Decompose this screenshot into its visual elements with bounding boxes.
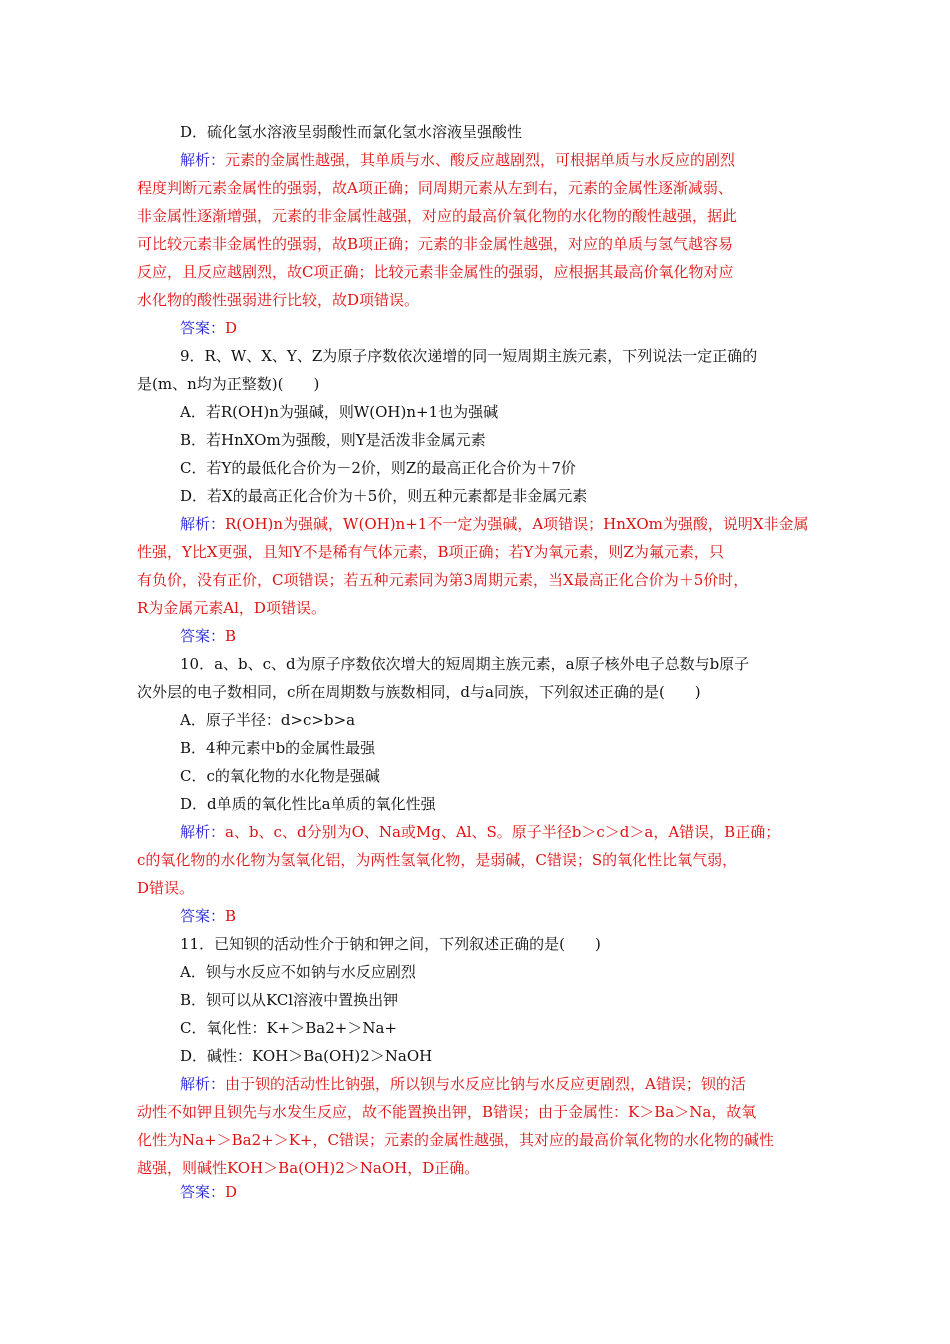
q8-analysis-line-6: 水化物的酸性强弱进行比较，故D项错误。 <box>137 291 420 309</box>
q9-stem-line-1: 9．R、W、X、Y、Z为原子序数依次递增的同一短周期主族元素，下列说法一定正确的 <box>180 347 758 365</box>
q9-answer: 答案：B <box>180 627 237 645</box>
q8-analysis-line-5: 反应，且反应越剧烈，故C项正确；比较元素非金属性的强弱，应根据其最高价氧化物对应 <box>137 263 734 281</box>
q9-stem-line-2: 是(m、n均为正整数)( ) <box>137 375 320 393</box>
q8-analysis-line-3: 非金属性逐渐增强，元素的非金属性越强，对应的最高价氧化物的水化物的酸性越强，据此 <box>137 207 738 225</box>
q8-analysis-line-2: 程度判断元素金属性的强弱，故A项正确；同周期元素从左到右，元素的金属性逐渐减弱、 <box>137 179 733 197</box>
q9-analysis-line-3: 有负价，没有正价，C项错误；若五种元素同为第3周期元素，当X最高正化合价为＋5价时， <box>137 571 749 589</box>
q9-analysis-line-1: 解析：R(OH)n为强碱，W(OH)n+1不一定为强碱，A项错误；HnXOm为强酸，说明X非金属 <box>180 515 809 533</box>
q11-stem-line-1: 11．已知钡的活动性介于钠和钾之间，下列叙述正确的是( ) <box>180 935 601 953</box>
q10-option-a: A．原子半径：d>c>b>a <box>180 711 356 729</box>
analysis-label: 解析： <box>180 823 226 841</box>
q10-stem-line-1: 10．a、b、c、d为原子序数依次增大的短周期主族元素，a原子核外电子总数与b原子 <box>180 655 750 673</box>
q10-stem-line-2: 次外层的电子数相同，c所在周期数与族数相同，d与a同族，下列叙述正确的是( ) <box>137 683 701 701</box>
analysis-label: 解析： <box>180 151 226 169</box>
q10-analysis-line-3: D错误。 <box>137 879 195 897</box>
q9-analysis-line-2: 性强，Y比X更强，且知Y不是稀有气体元素，B项正确；若Y为氧元素，则Z为氟元素，只 <box>137 543 724 561</box>
q10-answer: 答案：B <box>180 907 237 925</box>
q10-option-c: C．c的氧化物的水化物是强碱 <box>180 767 380 785</box>
q11-analysis-line-2: 动性不如钾且钡先与水发生反应，故不能置换出钾，B错误；由于金属性：K＞Ba＞Na，故氧 <box>137 1103 757 1121</box>
q9-analysis-line-4: R为金属元素Al，D项错误。 <box>137 599 326 617</box>
analysis-label: 解析： <box>180 1075 226 1093</box>
q11-option-b: B．钡可以从KCl溶液中置换出钾 <box>180 991 399 1009</box>
q10-analysis-line-1: 解析：a、b、c、d分别为O、Na或Mg、Al、S。原子半径b＞c＞d＞a，A错误，B正确； <box>180 823 781 841</box>
q8-analysis-line-4: 可比较元素非金属性的强弱，故B项正确；元素的非金属性越强，对应的单质与氢气越容易 <box>137 235 734 253</box>
q9-option-a: A．若R(OH)n为强碱，则W(OH)n+1也为强碱 <box>180 403 499 421</box>
q10-analysis-line-2: c的氧化物的水化物为氢氧化铝，为两性氢氧化物，是弱碱，C错误；S的氧化性比氧气弱， <box>137 851 738 869</box>
q11-analysis-line-3: 化性为Na+＞Ba2+＞K+，C错误；元素的金属性越强，其对应的最高价氧化物的水化物的碱性 <box>137 1131 774 1149</box>
q9-option-c: C．若Y的最低化合价为－2价，则Z的最高正化合价为＋7价 <box>180 459 576 477</box>
q10-option-b: B．4种元素中b的金属性最强 <box>180 739 376 757</box>
q11-option-c: C．氧化性：K+＞Ba2+＞Na+ <box>180 1019 397 1037</box>
q9-option-d: D．若X的最高正化合价为＋5价，则五种元素都是非金属元素 <box>180 487 588 505</box>
analysis-label: 解析： <box>180 515 226 533</box>
q8-option-d: D．硫化氢水溶液呈弱酸性而氯化氢水溶液呈强酸性 <box>180 123 523 141</box>
q11-option-a: A．钡与水反应不如钠与水反应剧烈 <box>180 963 416 981</box>
q10-option-d: D．d单质的氧化性比a单质的氧化性强 <box>180 795 436 813</box>
q11-option-d: D．碱性：KOH＞Ba(OH)2＞NaOH <box>180 1047 433 1065</box>
q11-analysis-line-4: 越强，则碱性KOH＞Ba(OH)2＞NaOH，D正确。 <box>137 1159 480 1177</box>
q11-analysis-line-1: 解析：由于钡的活动性比钠强，所以钡与水反应比钠与水反应更剧烈，A错误；钡的活 <box>180 1075 746 1093</box>
q11-answer: 答案：D <box>180 1183 238 1201</box>
q8-analysis-line-1: 解析：元素的金属性越强，其单质与水、酸反应越剧烈，可根据单质与水反应的剧烈 <box>180 151 736 169</box>
q8-answer: 答案：D <box>180 319 238 337</box>
q9-option-b: B．若HnXOm为强酸，则Y是活泼非金属元素 <box>180 431 486 449</box>
